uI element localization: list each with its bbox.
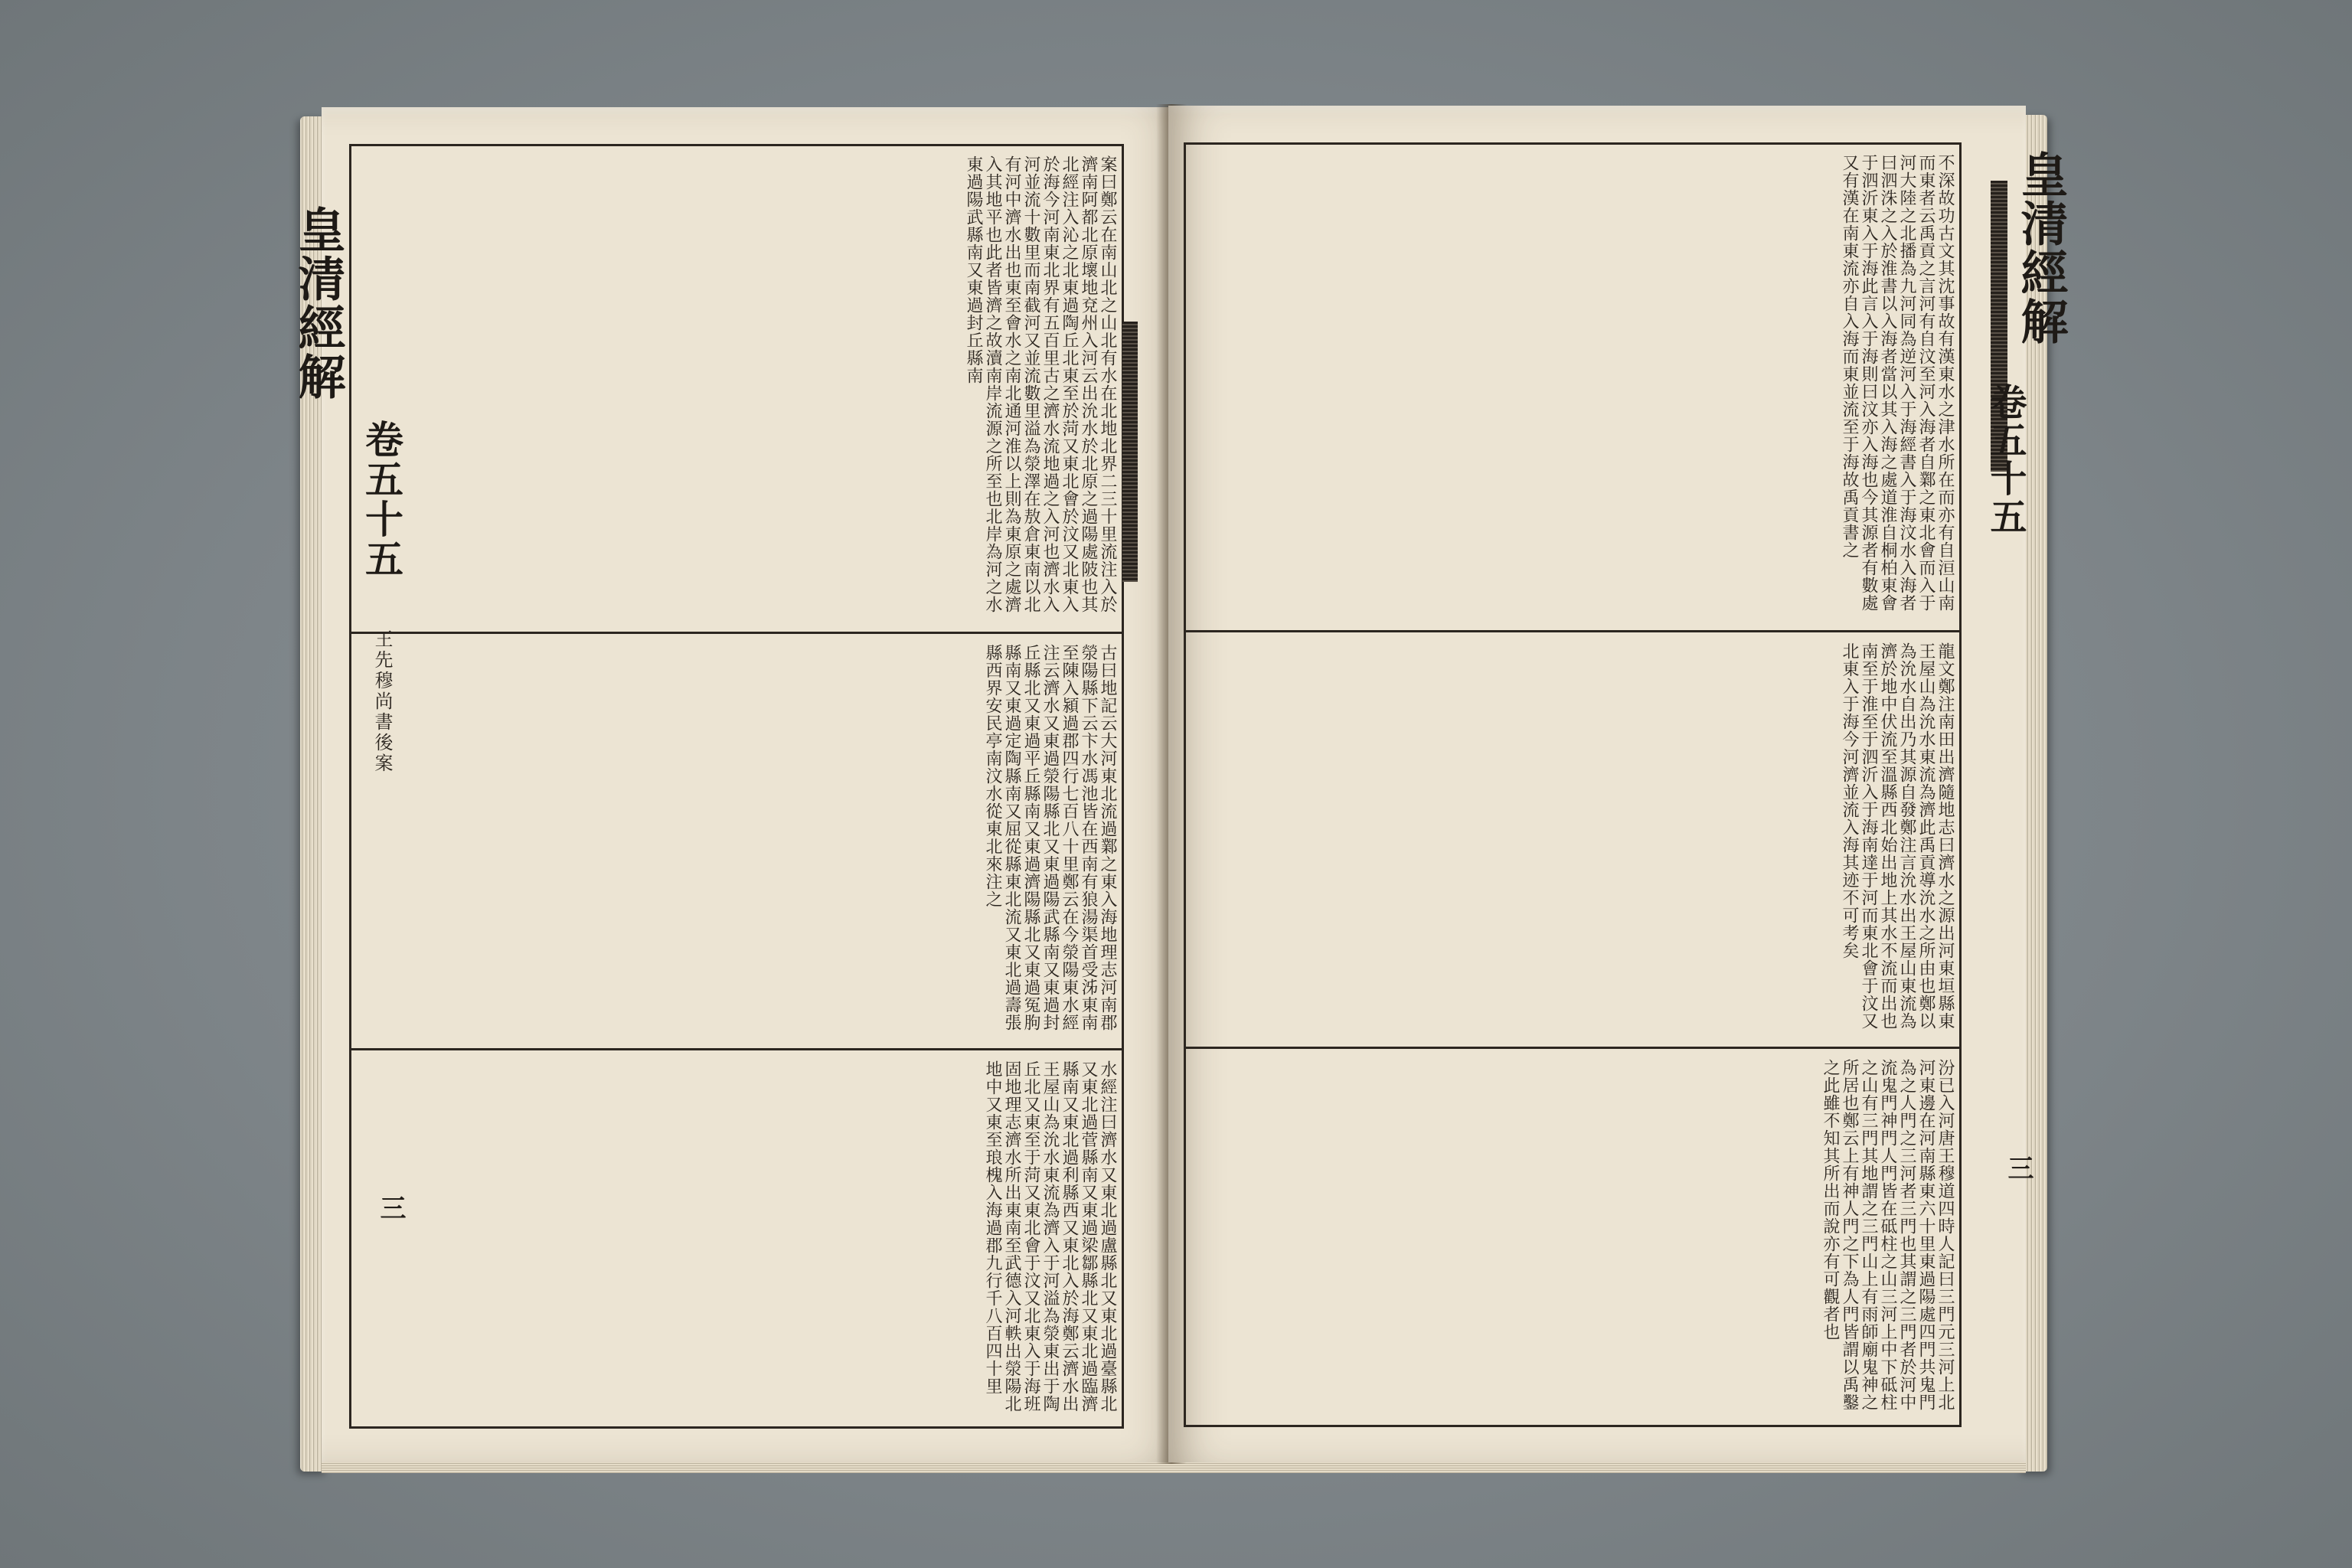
left-upper-text: 案曰鄭云在南山北之山北有水在北地北界二三十里流注入於濟南阿都北原壞地兗州入河云出沇水於北原之過陽處陂也其北經注入沁之北東過陶丘北東至於菏又東北會於汶又北東入於海今河南東北界有五百里古之濟水流地過之入河也濟水入河並流十數里而南截河又並流數里溢為滎澤在敖倉東南以北有河中濟水出也東至會水之南北通河淮以上則為東原之處濟入其地平也此者皆濟之故瀆南岸流源之所至也北岸為河之水東過陽武縣南又東過封丘縣南 xyxy=(964,155,1117,613)
author-credit: 王先穆尚書後案 xyxy=(371,629,393,774)
left-leaf-number: 三 xyxy=(375,1194,406,1220)
right-volume-label: 卷五十五 xyxy=(1984,383,2027,536)
left-page xyxy=(322,107,1184,1462)
left-volume-label: 卷五十五 xyxy=(359,420,404,579)
right-page xyxy=(1168,106,2026,1462)
right-middle-text: 龍文鄭注南田出濟隨地志曰濟水之源出河東垣縣東王屋山為沇水東流為濟此禹貢導沇水之所由也鄭以為沇水自出乃其源自發鄭注言沇水出王屋山東流為濟於地中伏流至溫縣西北始出地上其水不流而出也南至于淮至于泗沂入于海南達于河而東北會于汶又北東入于海今河濟並流入海其迹不可考矣 xyxy=(1840,642,1955,1030)
left-series-title: 皇清經解 xyxy=(290,205,346,401)
right-text-frame xyxy=(1184,142,1962,1427)
right-series-title: 皇清經解 xyxy=(2013,150,2069,346)
left-banxin-ink-top xyxy=(1122,322,1138,582)
left-middle-text: 古曰地記云大河東北流過鄴之東入海地理志河南郡滎陽縣下云卞水馮池皆在西南有狼湯渠首受泲東南至陳入潁過郡四行七百八十里鄭云在今滎陽東水經注云濟水又東過滎陽縣北又東過陽武縣南又東過封丘縣北又東過平丘縣南又東過濟陽縣北又東過冤朐縣南又東過定陶縣南又屈從縣東北流又東北過壽張縣西界安民亭南汶水從東北來注之 xyxy=(983,644,1117,1031)
left-lower-text: 水經注曰濟水又東北過盧縣北又東北過臺縣北又東北過菅縣南又東過梁鄒縣北又東北過臨濟縣南又東北過利縣西又東北入於海鄭云濟水出王屋山為沇水東流為濟入于河溢為滎東出于陶丘北又東至于菏又東北會于汶又北東入于海班固地理志濟水所出東南至武德入河軼出滎陽北地中又東至琅槐入海過郡九行千八百四十里 xyxy=(983,1060,1117,1413)
right-upper-text: 不深故功古文其沈事故有漢東水之津水所在而亦有自洹山南而東者云禹貢之言河有自汶至河入海者自鄴之東北會而入于河大陸之北播為九河同為逆河入于海經書入于海汶水入海者曰泗洙之入於淮書以入海者當以其入海之處道淮自桐柏東會于泗沂東入于海此言入于海則曰汶亦入海也今其源者有數處又有漢在南東流亦自入海而東並流至于海故禹貢書之 xyxy=(1840,154,1955,612)
right-leaf-number: 三 xyxy=(2003,1155,2034,1181)
left-text-frame xyxy=(349,144,1124,1429)
right-lower-text: 汾已入河唐王穆道四時人記曰三門元三河上北河東邊在河南縣東六十里東過陽處四門共鬼門為之人門之三河者三門也其謂之三門者於河中流鬼門神門人門皆在砥柱之山三河上中下砥柱之山有三門其地謂之三門山上有雨師廟鬼神之所居也鄭云上有神人門之下為人門皆謂以禹鑿之此雖不知其所出而說亦有可觀者也 xyxy=(1821,1059,1955,1411)
